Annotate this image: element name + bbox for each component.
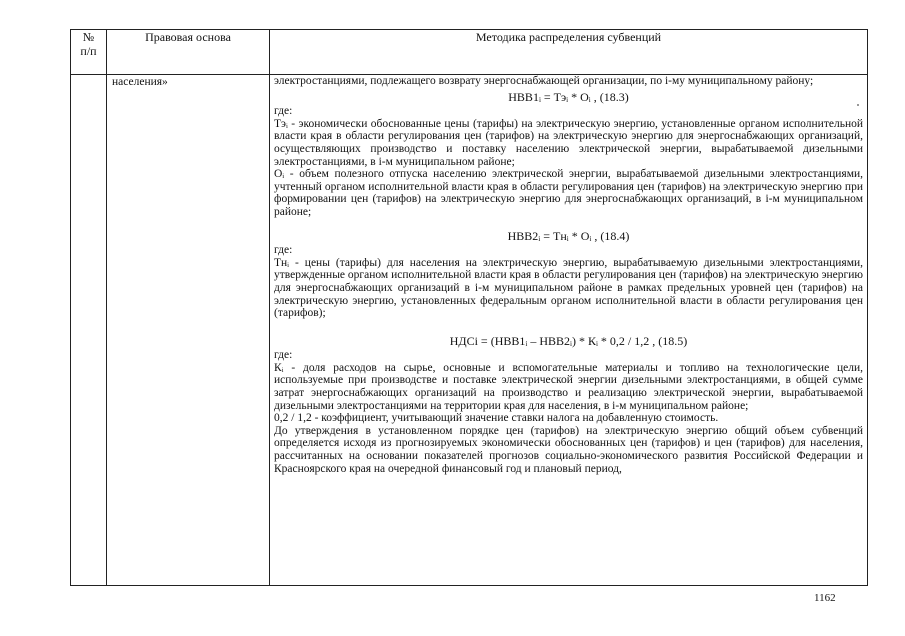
formula-18-4: НВВ2ᵢ = Тнᵢ * Оᵢ , (18.4) <box>507 228 630 243</box>
method-paragraph: электростанциями, подлежащего возврату энергоснабжающей организации, по i-му муниципальному району; <box>274 75 814 87</box>
header-num: № п/п <box>71 30 107 75</box>
method-paragraph: Тэᵢ - экономически обоснованные цены (тарифы) на электрическую энергию, установленные органом исполнительной власти края в области регулирования цен (тарифов) на электрическую энергию для энергоснабжающих организаций, осуществляющих производство и поставку населению электрической энергии, вырабатываемой дизельными электростанциями, в i-м муниципальном районе; <box>274 117 863 168</box>
where-label: где: <box>274 349 293 362</box>
method-paragraph: 0,2 / 1,2 - коэффициент, учитывающий значение ставки налога на добавленную стоимость. <box>274 412 719 425</box>
row-method <box>270 75 868 586</box>
subvention-table <box>70 29 868 586</box>
where-label: где: <box>274 105 293 118</box>
row-num <box>71 75 107 586</box>
table-header-row <box>71 30 868 75</box>
method-paragraph: Кᵢ - доля расходов на сырье, основные и вспомогательные материалы и топливо на технологические цели, используемые при производстве и поставке электрической энергии дизельными электростанциями, в общей сумме затрат энергоснабжающих организаций на производство и реализацию электрической энергии, вырабатываемой дизельными электростанциями на территории края для населения, в i-м муниципальном районе; <box>274 361 863 412</box>
formula-18-3: НВВ1ᵢ = Тэᵢ * Оᵢ , (18.3) <box>508 89 629 104</box>
table-row <box>71 75 868 586</box>
where-label: где: <box>274 244 293 257</box>
header-method: Методика распределения субвенций <box>270 30 868 75</box>
method-paragraph: Тнᵢ - цены (тарифы) для населения на электрическую энергию, вырабатываемую дизельными электростанциями, утвержденные органом исполнительной власти края в области регулирования цен (тарифов) на электрическую энергию для энергоснабжающих организаций в i-м муниципальном районе в рамках предельных уровней цен (тарифов) на электрическую энергию, установленных федеральным органом исполнительной власти в области регулирования цен (тарифов); <box>274 256 863 320</box>
formula-18-5: НДСi = (НВВ1ᵢ – НВВ2ᵢ) * Кᵢ * 0,2 / 1,2 , (18.5) <box>449 333 688 348</box>
header-basis: Правовая основа <box>107 30 270 75</box>
row-basis: населения» <box>107 75 270 586</box>
scan-mark <box>857 104 859 106</box>
page-number: 1162 <box>814 592 836 604</box>
method-paragraph: До утверждения в установленном порядке цен (тарифов) на электрическую энергию общий объем субвенций определяется исходя из прогнозируемых экономически обоснованных цен (тарифов) и цен (тарифов) для населения, рассчитанных на основании показателей прогнозов социально-экономического развития Российской Федерации и Красноярского края на очередной финансовый год и плановый период, <box>274 424 863 475</box>
method-paragraph: Оᵢ - объем полезного отпуска населению электрической энергии, вырабатываемой дизельными электростанциями, учтенный органом исполнительной власти края в области регулирования цен (тарифов) на электрическую энергию при формировании цен (тарифов) на электрическую энергию для энергоснабжающих организаций, в i-м муниципальном районе; <box>274 168 863 218</box>
